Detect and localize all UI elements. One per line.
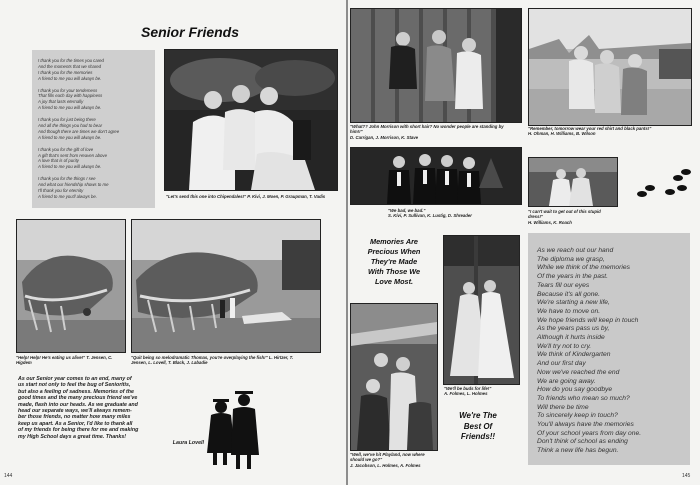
essay-line: us start not only to feel the bug of Senioritis, [18,382,131,389]
graduates-silhouette [203,389,263,473]
page-number-right: 145 [682,473,691,479]
poem-line: You'll always have the memories [537,421,634,429]
essay-line: but also a feeling of sadness. Memories of the [18,388,134,395]
poem-line: Don't think of school as ending [537,438,628,446]
whale-left-caption: "Help! Help! He's eating us alive!" T. Jensen, C. Higdem [16,355,113,366]
poem-line: I'll thank you for eternity [38,187,84,193]
poem-line: I thank you for the gift of love [38,146,94,152]
group-photo [164,49,338,191]
group-photo-caption: "Let's send this one into Chipendales!" P. Kivi, J. Moen, P. Graupman, T. Vadis [166,194,326,199]
poem-line: A friend to me you will always be. [38,134,102,140]
buds-photo [443,235,520,385]
poem-line: I thank you for the things I see [38,176,96,182]
poem-line: We are going away. [537,377,596,385]
poem-line: A friend to me you'll always be. [38,193,97,199]
essay-line: made, flash into our heads. As we graduate and [18,401,138,408]
poem-line: That fills each day with happiness [38,93,103,99]
tuxedo-photo [350,147,522,205]
poem-line: As we reach out our hand [537,247,614,254]
poem-line: And the moments that we shared [38,63,102,69]
poem-line: A friend to me you will always be. [38,105,102,111]
prom-dress-photo [528,157,618,207]
poem-line: We're starting a new life, [537,299,610,307]
poem-line: Although it hurts inside [537,334,605,342]
poem-line: A friend to me you will always be. [38,75,102,81]
whale-photo-right [131,219,321,353]
poem-line: I thank you for the memories [38,69,93,75]
graduation-poem-box [528,233,690,465]
buds-caption: "We'll be buds for life!" A. Folmes, L. Holmes [444,386,492,397]
prom-dress-caption: "I can't wait to get out of this stupid dress!" H. Williams, K. Roach [528,209,601,225]
poem-line: We think of Kindergarten [537,351,611,359]
whale-right-caption: "Quit being so melodramatic Thomas, you're overplaying the fish!" L. Hirtzer, T. Jensen, L. Lovell, T. Black, J. Labadie [131,355,294,366]
tuxedo-caption: "We bad, we bad." S. Kivi, P. Sullivan, K. Lustig, D. Shreader [388,208,472,219]
graduation-poem [537,247,641,456]
essay-line: keep us apart. As a Senior, I'd like to thank all [18,420,133,427]
poem-line: And our first day [537,360,586,368]
poem-line: While we think of the memories [537,264,630,272]
poem-line: I thank you for just being there [38,117,96,123]
page-title: Senior Friends [140,24,240,40]
friends-poem [38,58,119,200]
playland-caption: "Well, we've hit Playland, now where should we go?" J. Jacobson, L. Holmes, A. Folmes [350,452,425,468]
essay-author: Laura Lovell [172,440,204,447]
friends-poem-box [32,50,155,208]
best-friends-title: We're The Best Of Friends!! [459,411,497,441]
essay-line: head our separate ways, we'll always remem- [18,408,132,415]
senior-essay [18,376,218,446]
poem-line: Of your school years from day one. [537,429,642,437]
poem-line: Think a new life has begun. [537,447,619,455]
poem-line: Now we've reached the end [537,368,620,376]
poem-line: To sincerely keep in touch? [537,412,618,420]
essay-line: good times and the many precious friend we've [18,395,138,402]
right-page [348,0,700,485]
poem-line: We hope friends will keep in touch [537,316,639,324]
poem-line: Will there be time [537,403,589,411]
poem-line: And all the things you had to bear [38,122,103,128]
essay-line: of my friends for being there for me and making [18,427,139,434]
poem-line: I thank you for the times you cared [38,58,104,63]
school-girls-photo [528,8,692,126]
playland-photo [350,303,438,451]
whale-photo-left [16,219,126,353]
poem-line: A love that is of purity [38,158,79,164]
poem-line: A friend to me you will always be. [38,164,102,170]
poem-line: Because it's all gone. [537,290,600,298]
poem-line: A gift that's sent from Heaven above [38,152,107,158]
essay-line: As our Senior year comes to an end, many of [18,376,132,382]
locker-caption: "What?? John Morrison with short hair? No wonder people are standing by him!!" D. Carrigan, J. Morrison, K. Stave [350,124,504,140]
poem-line: And though there are times we don't agree [38,128,120,134]
left-page [0,0,346,485]
poem-line: To friends who mean so much? [537,394,630,402]
poem-line: How do you say goodbye [537,386,613,394]
poem-line: We'll try not to cry. [537,342,592,350]
poem-line: We have to move on. [537,307,601,315]
page-number-left: 144 [4,473,13,479]
poem-line: Of the years in the past. [537,273,608,281]
school-girls-caption: "Remember, tomorrow wear your red shirt and black pants!" H. Ohman, H. Williams, B. Wilson [528,126,652,137]
poem-line: As the years pass us by, [537,325,610,333]
essay-line: my High School days a great time. Thanks! [18,433,127,440]
poem-line: And what our friendship shows to me [38,182,109,188]
footprints-icon [634,166,694,202]
poem-line: Tears fill our eyes [537,281,590,289]
memories-title: Memories Are Precious When They're Made With Those We Love Most. [367,237,421,286]
poem-line: I thank you for your tenderness [38,87,98,93]
poem-line: The diploma we grasp, [537,255,605,263]
locker-photo [350,8,522,123]
essay-line: ber those friends, no matter how many miles [18,414,131,421]
poem-line: A joy that lasts eternally [38,99,84,105]
